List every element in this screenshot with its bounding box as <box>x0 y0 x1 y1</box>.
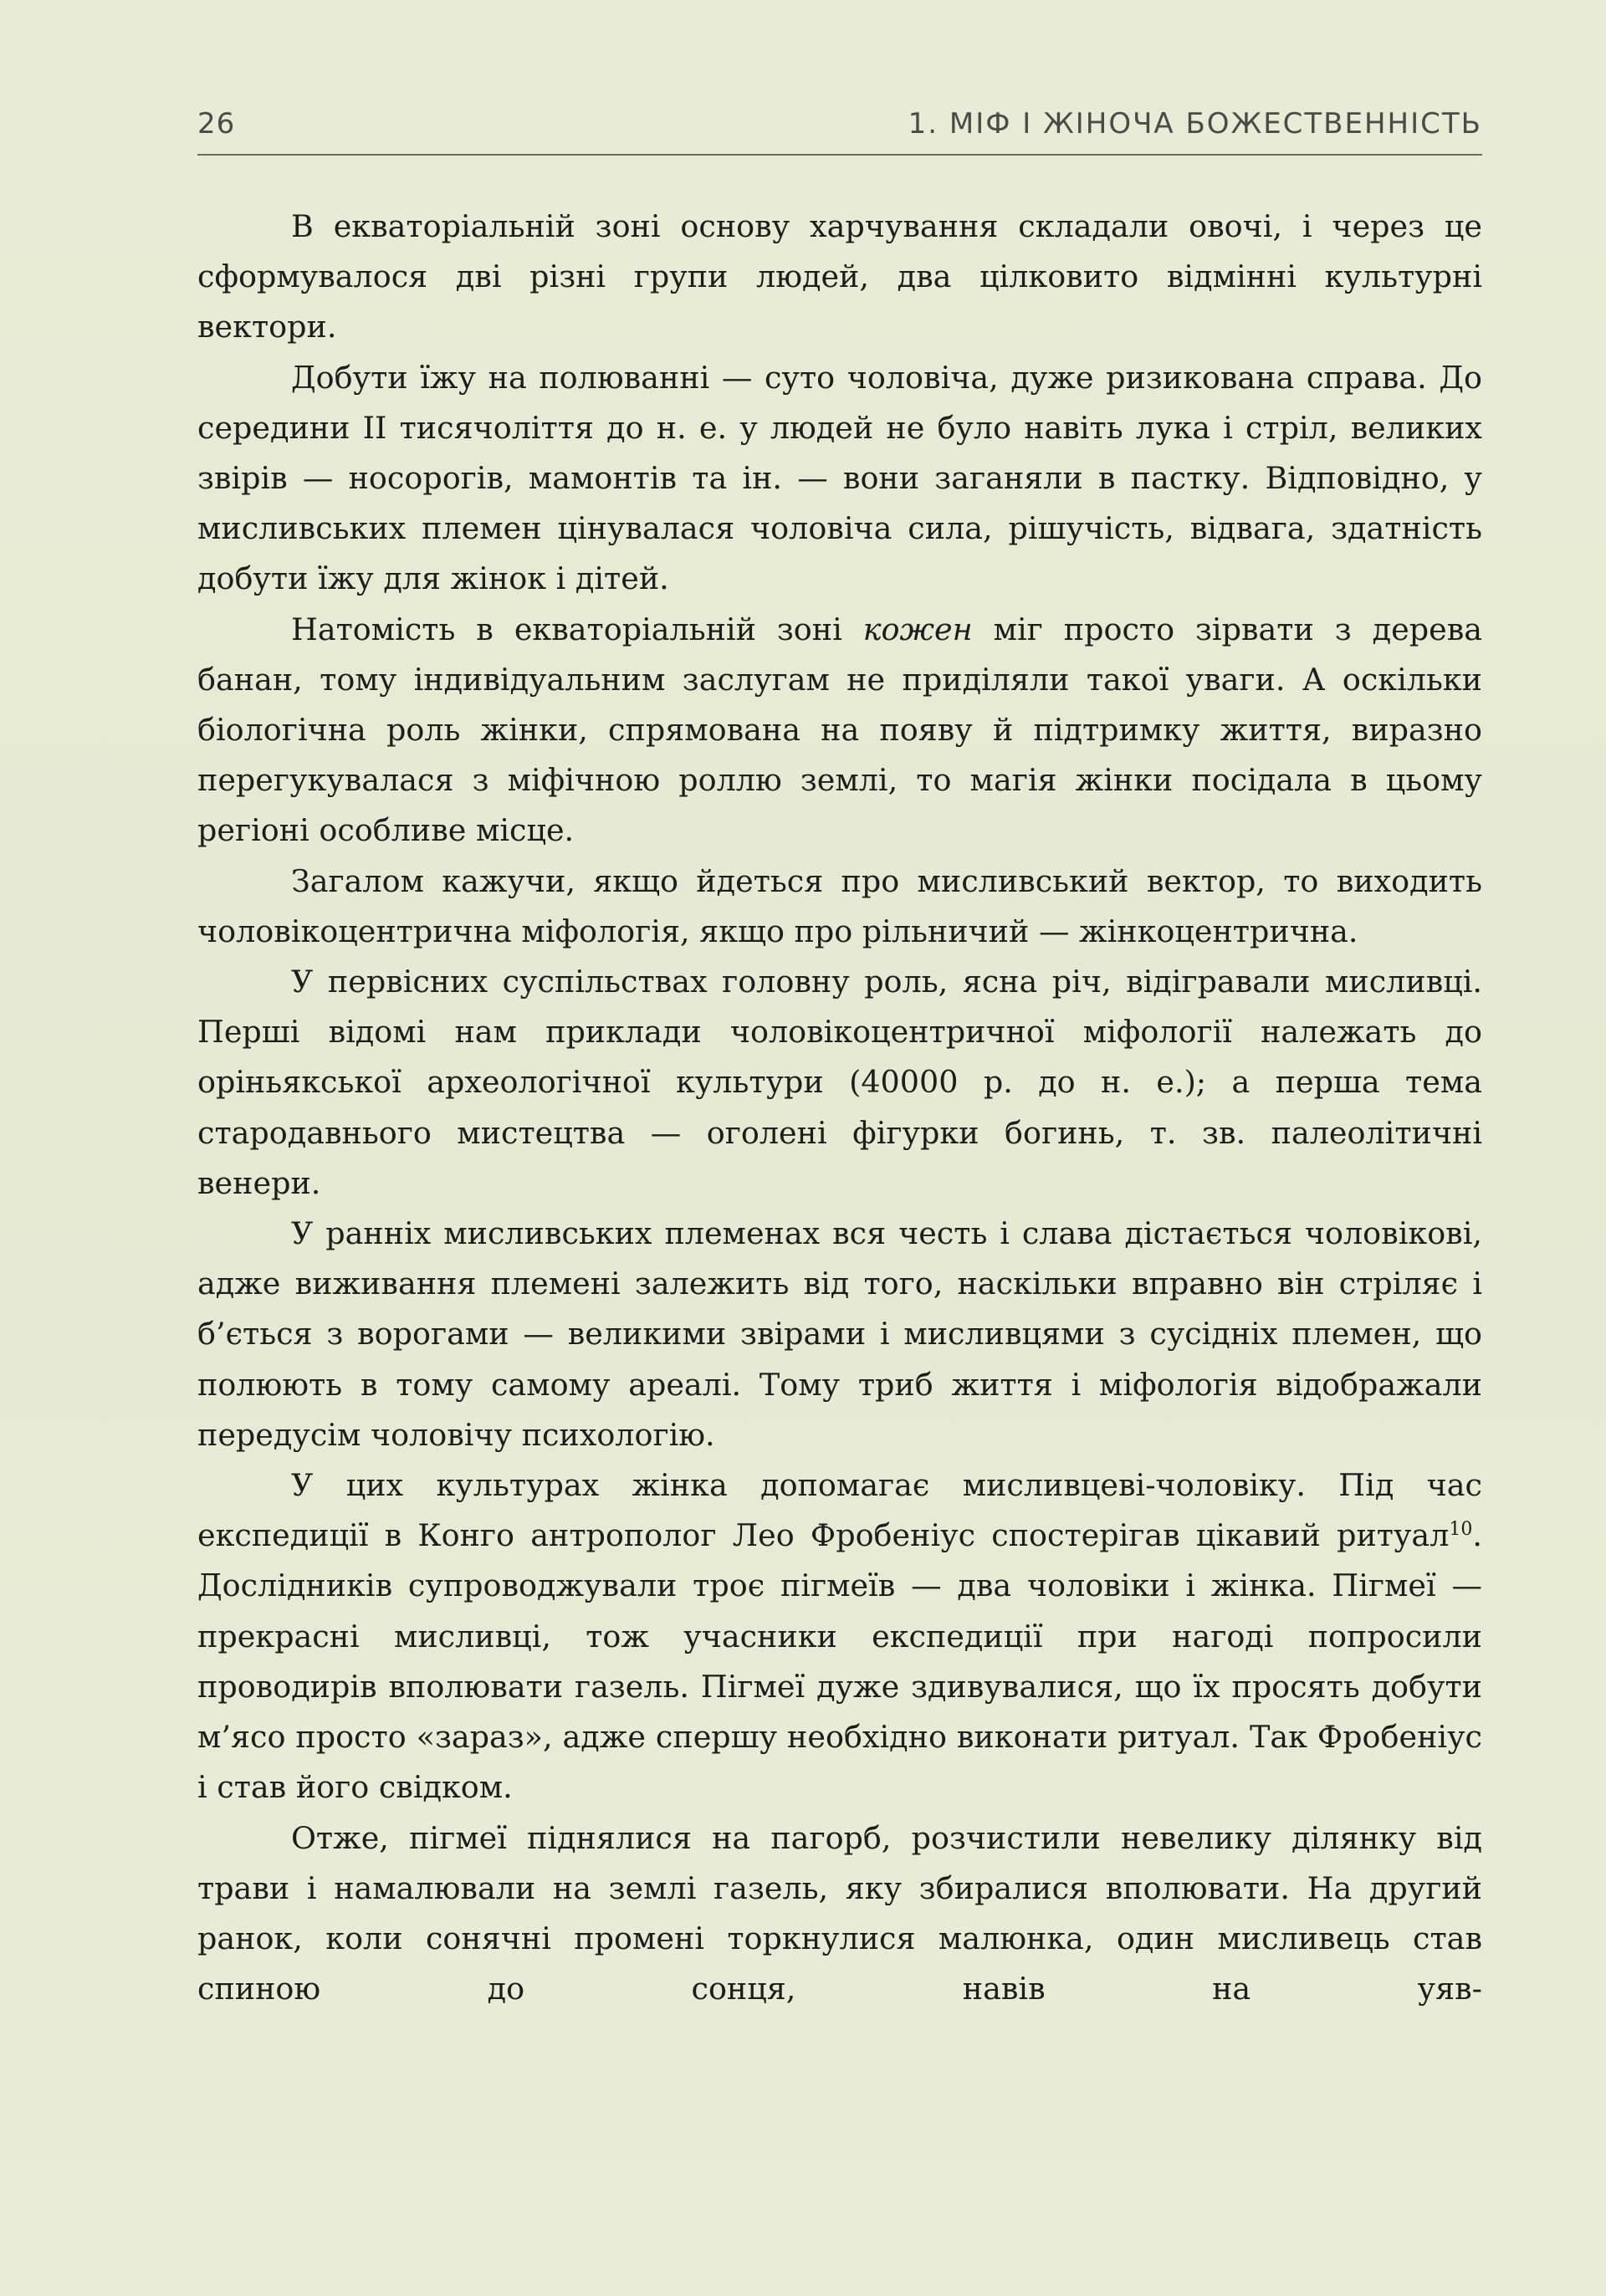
paragraph-4: Загалом кажучи, якщо йдеться про мисливський вектор, то виходить чоловікоцентрична міфологія, якщо про рільничий — жінкоцентрична. <box>197 862 1482 949</box>
footnote-marker[interactable]: 10 <box>1449 1519 1473 1541</box>
paragraph-1: В екваторіальній зоні основу харчування складали овочі, і через це сформувалося дві різні групи людей, два цілковито відмінні культурні вектори. <box>197 208 1482 345</box>
paragraph-8: Отже, пігмеї піднялися на пагорб, розчистили невелику ділянку від трави і намалювали на землі газель, яку збиралися вполювати. На другий ранок, коли сонячні промені торкнулися малюнка, один мисливець став спиною до сонця, навів на уяв- <box>197 1819 1482 2007</box>
paragraph-7 <box>197 1460 1482 1813</box>
running-header <box>197 107 1482 156</box>
page-number: 26 <box>197 107 236 141</box>
paragraph-3-text-after: міг просто зірвати з дерева банан, тому індивідуальним заслугам не приділяли такої уваги. А оскільки біологічна роль жінки, спрямована на появу й підтримку життя, виразно перегукувалася з міфічною роллю землі, то магія жінки посідала в цьому регіоні особливе місце. <box>197 611 1482 849</box>
paragraph-3 <box>197 605 1482 857</box>
body-text <box>197 202 1482 2014</box>
paragraph-7-text-after: . Дослідників супроводжували троє пігмеїв — два чоловіки і жінка. Пігмеї — прекрасні мисливці, тож учасники експедиції при нагоді попросили проводирів вполювати газель. Пігмеї дуже здивувалися, що їх просять добути м’ясо просто «зараз», адже спершу необхідно виконати ритуал. Так Фробеніус і став його свідком. <box>197 1517 1482 1806</box>
emphasized-word: кожен <box>862 611 973 647</box>
paragraph-7-text-before: У цих культурах жінка допомагає мисливцеві-чоловіку. Під час експедиції в Конго антрополог Лео Фробеніус спостерігав цікавий ритуал <box>197 1467 1482 1554</box>
paragraph-3-text-before: Натомість в екваторіальній зоні <box>291 611 863 647</box>
paragraph-6: У ранніх мисливських племенах вся честь і слава дістається чоловікові, адже виживання племені залежить від того, наскільки вправно він стріляє і б’ється з ворогами — великими звірами і мисливцями з сусідніх племен, що полюють в тому самому ареалі. Тому триб життя і міфологія відображали передусім чоловічу психологію. <box>197 1215 1482 1453</box>
paragraph-5: У первісних суспільствах головну роль, ясна річ, відігравали мисливці. Перші відомі нам приклади чоловікоцентричної міфології належать до оріньякської археологічної культури (40000 р. до н. е.); а перша тема стародавнього мистецтва — оголені фігурки богинь, т. зв. палеолітичні венери. <box>197 964 1482 1201</box>
chapter-title: 1. МІФ І ЖІНОЧА БОЖЕСТВЕННІСТЬ <box>908 107 1482 141</box>
paragraph-2: Добути їжу на полюванні — суто чоловіча, дуже ризикована справа. До середини ІІ тисячоліття до н. е. у людей не було навіть лука і стріл, великих звірів — носорогів, мамонтів та ін. — вони заганяли в пастку. Відповідно, у мисливських племен цінувалася чоловіча сила, рішучість, відвага, здатність добути їжу для жінок і дітей. <box>197 359 1482 597</box>
